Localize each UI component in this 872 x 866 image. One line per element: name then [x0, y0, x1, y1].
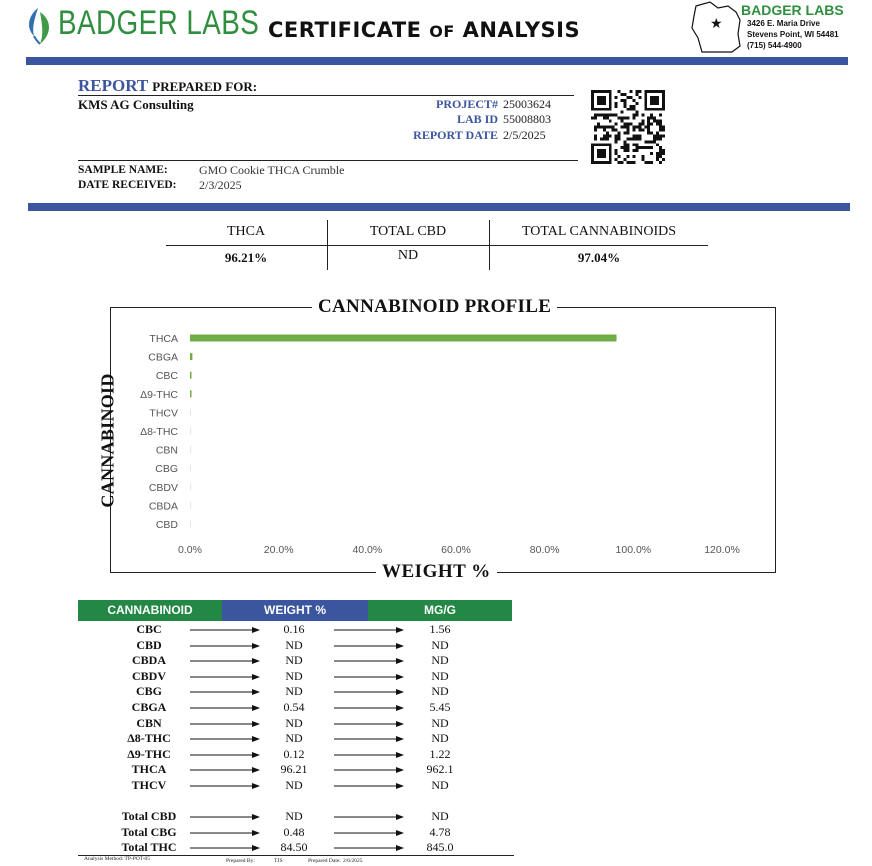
table-row-mgg: 962.1	[426, 762, 454, 777]
arrow-icon	[334, 844, 404, 852]
bar	[190, 390, 192, 397]
table-row-mgg: 1.56	[429, 622, 451, 636]
prepared-date-label: Prepared Date:	[308, 858, 341, 864]
table-row-name: CBDA	[131, 653, 166, 668]
sample-name-label: SAMPLE NAME:	[78, 164, 168, 176]
bar	[190, 446, 191, 453]
brand-name: BADGER LABS	[58, 4, 260, 42]
analysis-method: Analysis Method: TP-POT-05	[84, 856, 151, 862]
x-tick-label: 60.0%	[441, 544, 471, 556]
y-tick-label: THCV	[149, 407, 178, 420]
table-row-weight: ND	[285, 668, 303, 683]
x-tick-label: 0.0%	[178, 544, 202, 556]
lab-name: BADGER LABS	[741, 2, 844, 18]
address-line-2: Stevens Point, WI 54481	[747, 30, 839, 39]
project-value: 25003624	[503, 97, 551, 111]
bar	[190, 521, 191, 528]
report-date-label: REPORT DATE	[413, 128, 498, 142]
chart-x-axis-label: WEIGHT %	[376, 561, 497, 583]
total-row-weight: ND	[285, 809, 303, 823]
arrow-icon	[334, 688, 404, 696]
y-tick-label: CBC	[155, 370, 178, 383]
arrow-icon	[334, 720, 404, 728]
table-row-weight: 0.16	[283, 622, 305, 636]
table-row-name: Δ8-THC	[127, 731, 171, 746]
y-tick-label: CBN	[155, 444, 178, 457]
y-tick-label: Δ9-THC	[140, 388, 178, 401]
address-line-1: 3426 E. Maria Drive	[747, 19, 820, 28]
table-row-mgg: ND	[431, 778, 449, 792]
table-row-mgg: ND	[431, 731, 449, 746]
arrow-icon	[334, 751, 404, 759]
x-tick-label: 120.0%	[704, 544, 740, 556]
table-row-name: CBN	[136, 715, 162, 730]
lab-id-value: 55008803	[503, 112, 551, 126]
y-tick-label: CBGA	[148, 351, 178, 364]
summary-value-total-cannabinoids: 97.04%	[577, 250, 621, 265]
arrow-icon	[334, 813, 404, 821]
y-tick-label: CBD	[155, 519, 178, 531]
svg-text:★: ★	[710, 16, 723, 32]
table-row-weight: ND	[285, 715, 303, 730]
table-row-mgg: 5.45	[429, 700, 451, 714]
table-row-mgg: 1.22	[429, 746, 451, 761]
arrow-icon	[334, 735, 404, 743]
total-row-name: Total CBG	[121, 824, 177, 839]
table-row-weight: 96.21	[280, 762, 308, 777]
y-tick-label: CBDV	[148, 481, 178, 494]
summary-header-thca: THCA	[226, 224, 266, 239]
table-header-cannabinoid: CANNABINOID	[78, 600, 222, 621]
project-label: PROJECT#	[435, 97, 498, 111]
total-row-name: Total CBD	[121, 809, 177, 823]
arrow-icon	[334, 782, 404, 790]
x-tick-label: 40.0%	[352, 544, 383, 556]
total-row-mgg: 845.0	[426, 840, 454, 855]
total-row-weight: 84.50	[280, 840, 308, 855]
bar	[190, 353, 192, 360]
arrow-icon	[334, 657, 404, 665]
y-tick-label: THCA	[149, 333, 178, 345]
x-tick-label: 20.0%	[263, 544, 294, 556]
table-row-weight: 0.12	[283, 746, 305, 761]
chart-y-axis-label: CANNABINOID	[97, 373, 118, 508]
table-row-name: CBGA	[131, 700, 167, 714]
bar	[190, 465, 191, 472]
y-tick-label: CBG	[155, 463, 178, 476]
y-tick-label: Δ8-THC	[140, 426, 178, 438]
bar	[190, 335, 617, 342]
total-row-mgg: ND	[431, 809, 449, 823]
summary-header-total-cannabinoids: TOTAL CANNABINOIDS	[521, 224, 677, 239]
bar	[190, 428, 191, 435]
report-heading: REPORT PREPARED FOR:	[78, 76, 258, 95]
arrow-icon	[334, 673, 404, 681]
table-row-name: CBG	[135, 684, 162, 699]
bar	[190, 372, 192, 379]
bar	[190, 483, 191, 490]
arrow-icon	[334, 642, 404, 650]
table-row-name: Δ9-THC	[127, 746, 171, 761]
date-received-value: 2/3/2025	[199, 178, 242, 192]
total-row-mgg: 4.78	[429, 824, 451, 839]
prepared-by-value: TJS	[274, 858, 283, 864]
table-row-mgg: ND	[431, 653, 449, 668]
table-header-weight: WEIGHT %	[222, 600, 368, 621]
arrow-icon	[334, 829, 404, 837]
table-row-weight: ND	[285, 637, 303, 652]
table-row-weight: ND	[285, 778, 303, 792]
summary-header-total-cbd: TOTAL CBD	[369, 224, 447, 239]
table-row-weight: ND	[285, 731, 303, 746]
date-received-label: DATE RECEIVED:	[78, 179, 177, 191]
table-row-name: THCA	[131, 762, 167, 777]
table-row-name: THCV	[131, 778, 167, 792]
summary-value-total-cbd: ND	[397, 248, 419, 263]
total-row-weight: 0.48	[283, 824, 305, 839]
summary-value-thca: 96.21%	[224, 250, 268, 265]
y-tick-label: CBDA	[148, 500, 178, 513]
phone: (715) 544-4900	[747, 41, 802, 50]
arrow-icon	[334, 766, 404, 774]
table-row-name: CBDV	[131, 668, 166, 683]
bar	[190, 409, 191, 416]
prepared-date-value: 2/6/2025	[343, 858, 363, 864]
table-header-mgg: MG/G	[368, 600, 512, 621]
table-row-weight: ND	[285, 684, 303, 699]
table-row-name: CBC	[136, 622, 162, 636]
bar	[190, 502, 191, 509]
table-row-mgg: ND	[431, 668, 449, 683]
sample-name-value: GMO Cookie THCA Crumble	[199, 163, 345, 177]
table-row-mgg: ND	[431, 637, 449, 652]
client-name: KMS AG Consulting	[78, 97, 194, 112]
table-row-mgg: ND	[431, 715, 449, 730]
prepared-by-label: Prepared By:	[226, 858, 255, 864]
table-row-weight: 0.54	[283, 700, 305, 714]
table-row-name: CBD	[136, 637, 162, 652]
table-row-mgg: ND	[431, 684, 449, 699]
table-row-weight: ND	[285, 653, 303, 668]
arrow-icon	[334, 704, 404, 712]
total-row-name: Total THC	[121, 840, 177, 855]
arrow-icon	[334, 626, 404, 634]
x-tick-label: 100.0%	[615, 544, 652, 556]
x-tick-label: 80.0%	[529, 544, 560, 556]
chart-title: CANNABINOID PROFILE	[312, 296, 557, 318]
document-title: CERTIFICATE OF ANALYSIS	[268, 18, 581, 42]
report-date-value: 2/5/2025	[503, 128, 546, 142]
lab-id-label: LAB ID	[456, 112, 498, 126]
